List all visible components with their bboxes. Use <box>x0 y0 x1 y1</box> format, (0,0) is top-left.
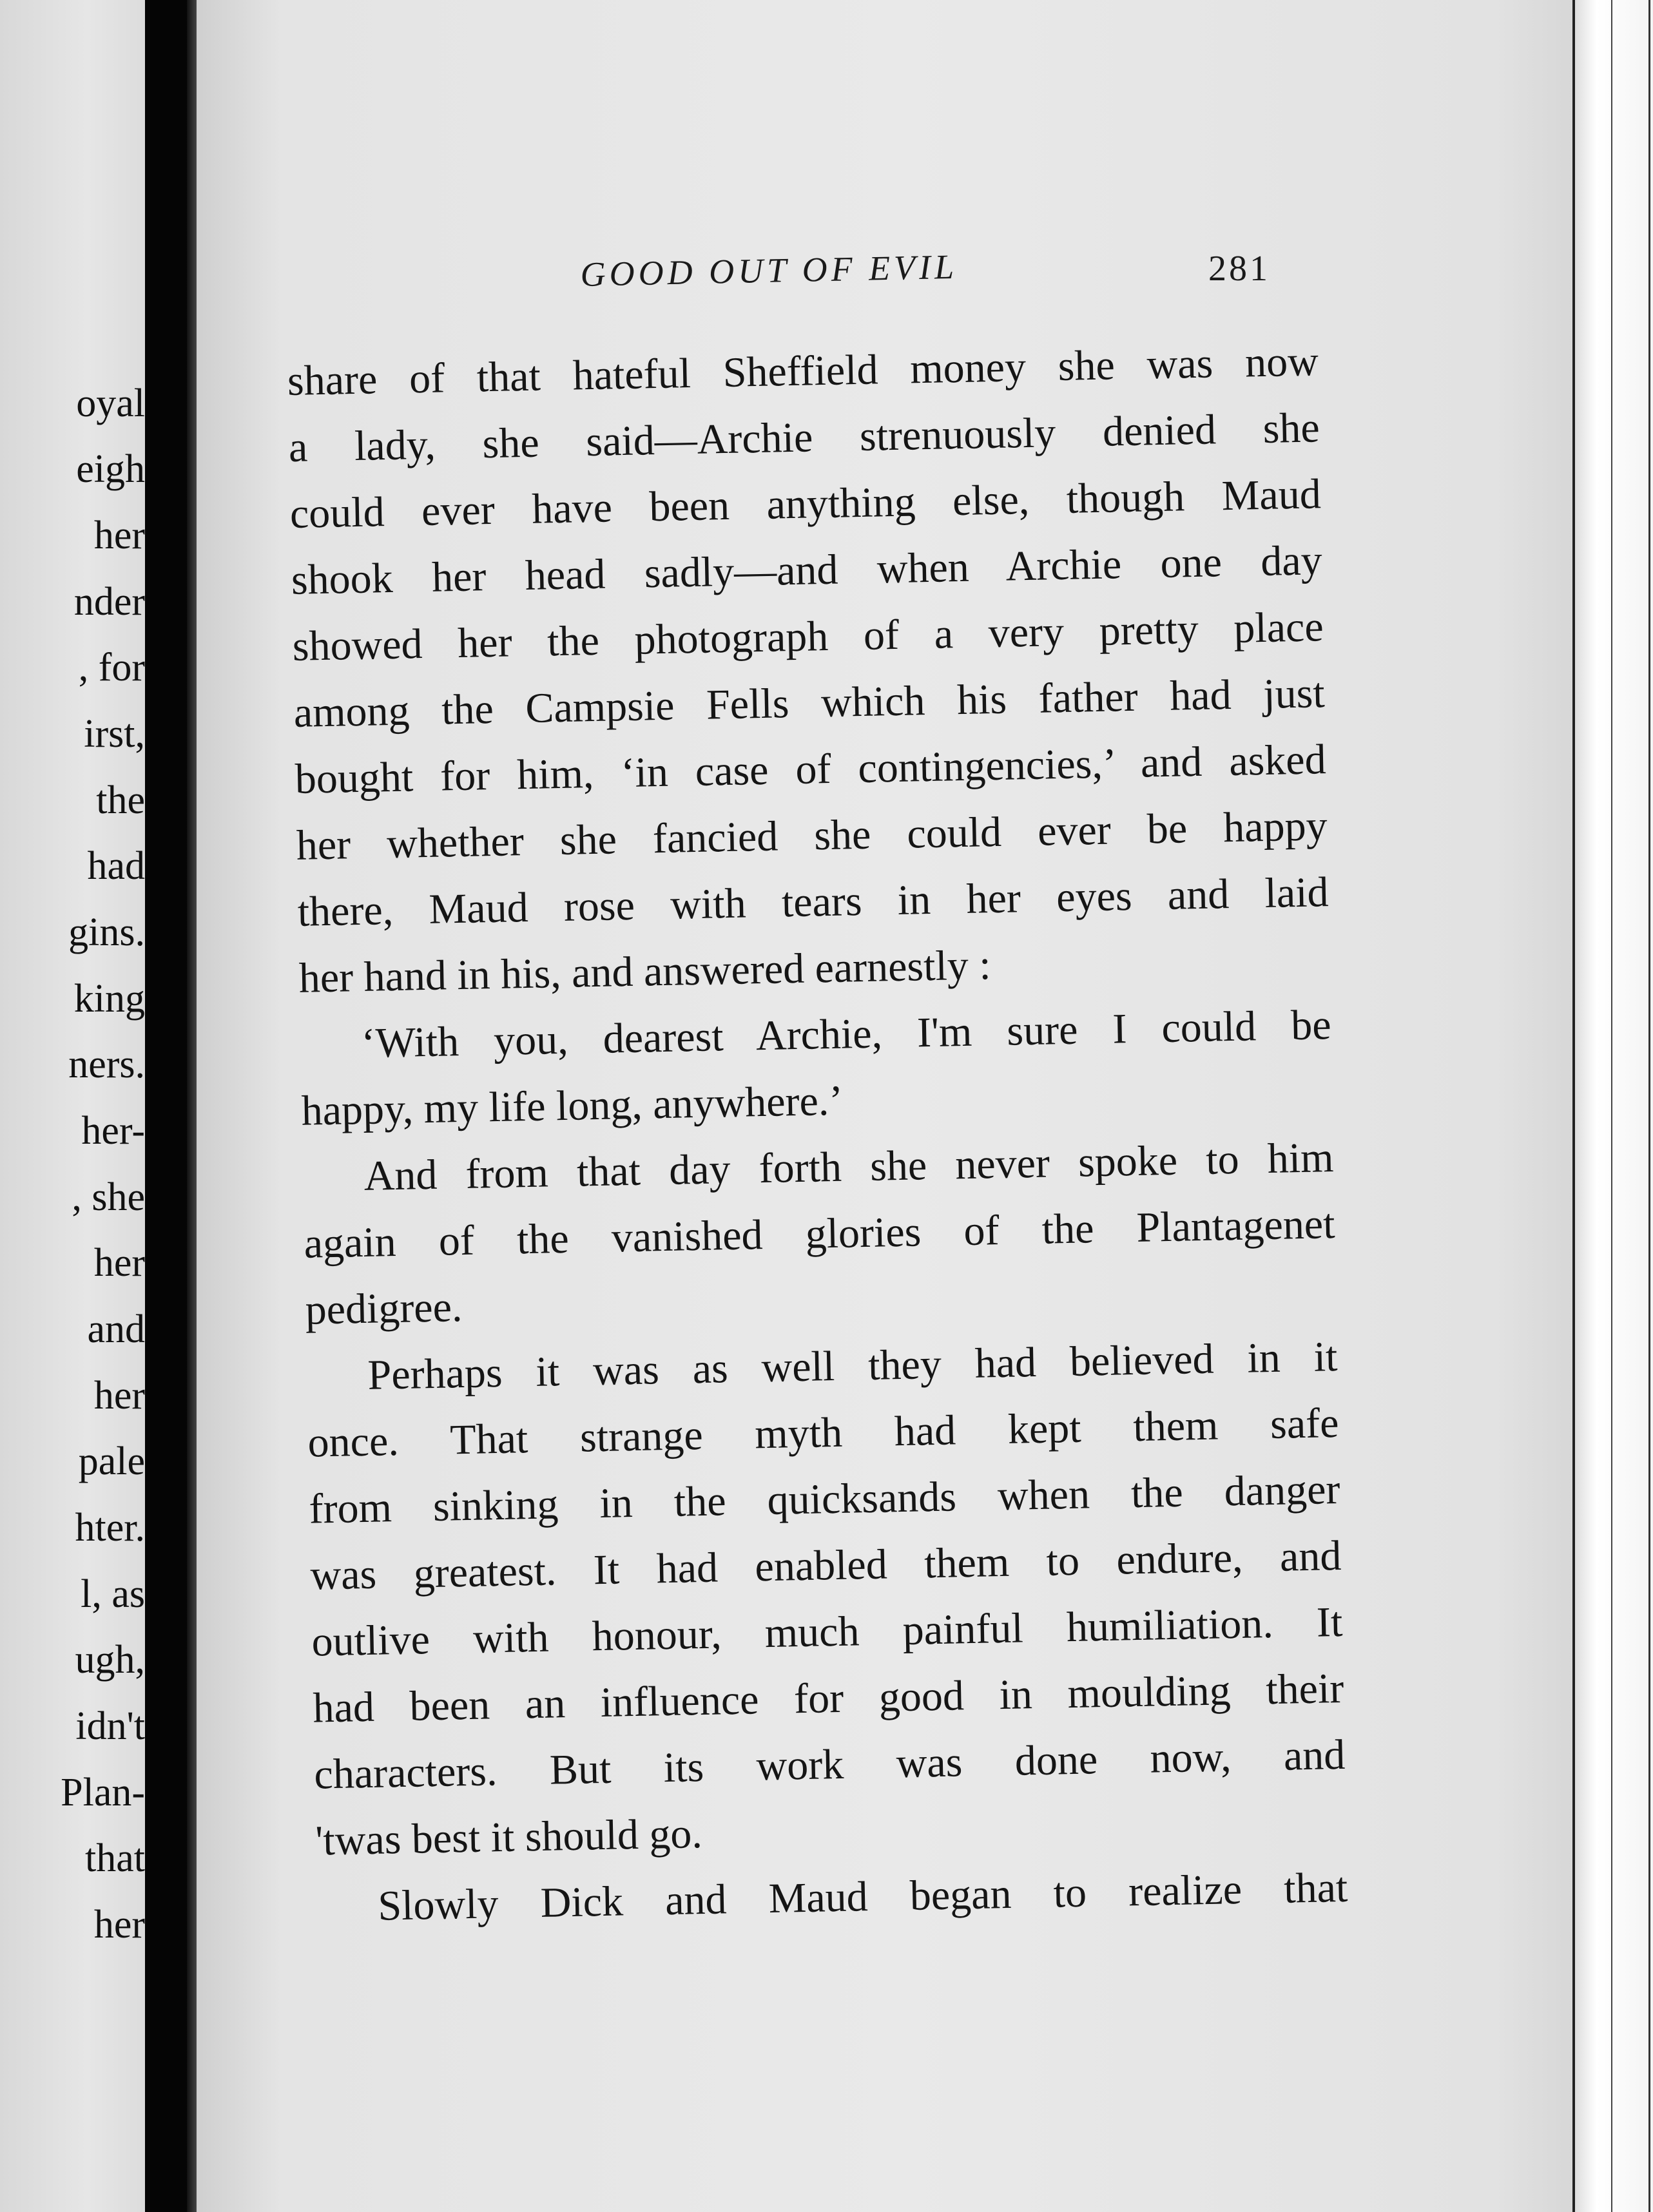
text-line: characters. But its work was done now, and <box>313 1731 1346 1798</box>
text-line: showed her the photograph of a very pretty place <box>292 603 1324 670</box>
left-page-line: Plan- <box>61 1771 145 1814</box>
text-line: her hand in his, and answered earnestly : <box>298 941 992 1002</box>
body-text <box>287 328 1348 1940</box>
page-edge-line <box>1648 0 1650 2212</box>
page-edge <box>1572 0 1653 2212</box>
left-page-line: oyal <box>76 381 145 425</box>
text-line: again of the vanished glories of the Plantagenet <box>303 1200 1336 1267</box>
left-page-line: her <box>93 1241 145 1285</box>
text-line: ‘With you, dearest Archie, I'm sure I could be <box>361 1001 1332 1067</box>
left-page-line: that <box>85 1836 145 1880</box>
page-edge-line <box>1611 0 1612 2212</box>
left-page-line: gins. <box>68 910 145 954</box>
left-facing-page <box>0 0 145 2212</box>
left-page-line: ugh, <box>75 1638 145 1682</box>
text-line: there, Maud rose with tears in her eyes and laid <box>297 869 1329 936</box>
left-page-line: hter. <box>75 1506 145 1550</box>
left-page-line: her <box>93 514 145 557</box>
text-line: shook her head sadly—and when Archie one day <box>291 537 1323 604</box>
text-line: And from that day forth she never spoke to him <box>363 1134 1335 1200</box>
left-page-line: her <box>93 1903 145 1947</box>
left-page-line: had <box>87 844 145 888</box>
left-page-line: nder <box>73 580 145 624</box>
left-page-line: l, as <box>81 1572 145 1616</box>
left-page-line: , for <box>78 646 145 689</box>
text-line: once. That strange myth had kept them safe <box>307 1399 1340 1467</box>
left-page-line: pale <box>78 1439 145 1483</box>
left-page-line: and <box>87 1307 145 1351</box>
left-page-line: irst, <box>84 712 145 756</box>
left-page-line: her <box>93 1374 145 1418</box>
running-head: GOOD OUT OF EVIL <box>580 247 958 294</box>
text-line: could ever have been anything else, though Maud <box>289 470 1322 537</box>
left-page-line: king <box>73 977 145 1021</box>
text-line: Perhaps it was as well they had believed in it <box>367 1332 1339 1399</box>
text-line: 'twas best it should go. <box>314 1810 703 1865</box>
text-line: Slowly Dick and Maud began to realize that <box>377 1863 1348 1930</box>
text-line: outlive with honour, much painful humiliation. It <box>311 1598 1343 1666</box>
page-edge-line <box>1572 0 1575 2212</box>
text-line: was greatest. It had enabled them to endure, and <box>309 1532 1342 1599</box>
text-line: had been an influence for good in moulding their <box>312 1664 1344 1732</box>
text-line: a lady, she said—Archie strenuously denied she <box>288 404 1320 471</box>
text-line: bought for him, ‘in case of contingencies,’ and asked <box>295 736 1327 803</box>
left-page-line: her- <box>81 1109 145 1153</box>
page-number: 281 <box>1208 249 1270 289</box>
text-line: among the Campsie Fells which his father had just <box>293 669 1326 736</box>
left-page-line: idn't <box>75 1704 145 1748</box>
text-line: happy, my life long, anywhere.’ <box>301 1077 844 1135</box>
left-page-line: , she <box>72 1175 145 1219</box>
left-page-line: ners. <box>68 1043 145 1086</box>
text-line: share of that hateful Sheffield money she was now <box>287 338 1319 405</box>
left-page-line: the <box>96 778 145 822</box>
text-line: pedigree. <box>304 1284 463 1334</box>
text-line: her whether she fancied she could ever be happy <box>296 802 1328 869</box>
left-page-line: eigh <box>76 447 145 491</box>
text-line: from sinking in the quicksands when the danger <box>308 1465 1341 1533</box>
